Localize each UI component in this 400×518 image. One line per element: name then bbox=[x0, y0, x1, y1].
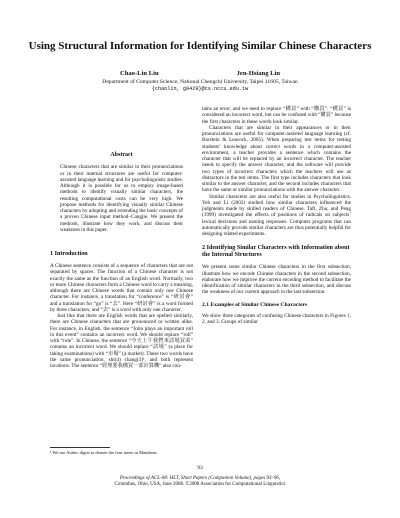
left-column bbox=[50, 106, 193, 369]
footnote-rule bbox=[50, 447, 110, 448]
paragraph: A Chinese sentence consists of a sequence of characters that are not separated by spaces. The function of a Chinese character is not exactly the same as the function of an English word. Normally, two or more Chinese characters form a Chinese word to carry a meaning, although there are Chinese words that contain only one Chinese character. For instance, a translation for “conference” is “研討會” and a translation for “go” is “去”. Here “研討會” is a word formed by three characters, and “去” is a word with only one character. bbox=[50, 263, 193, 313]
affiliation: Department of Computer Science, National Chengchi University, Taipei 11605, Taiwan bbox=[102, 79, 298, 85]
footnote: ¹ We use Arabic digits to denote the four tones in Mandarin. bbox=[50, 450, 158, 455]
author-names bbox=[30, 70, 370, 78]
right-column bbox=[202, 106, 351, 325]
proceedings-line: Columbus, Ohio, USA, June 2008. ©2008 Association for Computational Linguistics bbox=[114, 482, 286, 487]
section-heading: 1 Introduction bbox=[50, 251, 88, 257]
page-number: 93 bbox=[197, 465, 203, 471]
paper-title: Using Structural Information for Identifying Similar Chinese Characters bbox=[28, 40, 372, 52]
author-name: Jen-Hsiang Lin bbox=[236, 70, 281, 77]
paragraph: We present some similar Chinese characters in the first subsection, illustrate how we encode Chinese characters in the second subsection, elaborate how we improve the current encoding method to facilitate the identification of similar characters in the third subsection, and discuss the weakness of our current approach in the last subsection. bbox=[202, 264, 351, 296]
abstract-text: Chinese characters that are similar in their pronunciations or in their internal structures are useful for computer-assisted language learning and for psycholinguistic studies. Although it is possible for us to employ image-based methods to identify visually similar characters, the resulting computational costs can be very high. We propose methods for identifying visually similar Chinese characters by adopting and extending the basic concepts of a proven Chinese input method–Cangjie. We present the methods, illustrate how they work, and discuss their weakness in this paper. bbox=[60, 164, 183, 233]
section-heading: 2 Identifying Similar Characters with Information about the Internal Structures bbox=[202, 245, 350, 259]
paragraph: tains an error, and we need to replace “構買” with “購買”. “構買” is considered an incorrect word, but can be confused with “購買” because the first characters in these words look similar. bbox=[202, 106, 351, 125]
paragraph: Similar characters are also useful for studies in Psycholinguistics. Yeh and Li (2002) studied how similar characters influenced the judgments made by skilled readers of Chinese. Taft, Zhu, and Peng (1999) investigated the effects of positions of radicals on subjects’ lexical decisions and naming responses. Computer programs that can automatically provide similar characters are thus potentially helpful for designing related experiments. bbox=[202, 193, 351, 237]
subsection-heading: 2.1 Examples of Similar Chinese Characters bbox=[202, 301, 308, 308]
abstract-heading: Abstract bbox=[110, 152, 133, 158]
author-emails: {chaolin, g9429}@cs.nccu.edu.tw bbox=[151, 86, 249, 92]
paragraph: Characters that are similar in their appearances or in their pronunciations are useful for computer-assisted language learning (cf. Burstein & Leacock, 2005). When preparing test items for testing students’ knowledge about correct words in a computer-assisted environment, a teacher provides a sentence which contains the character that will be replaced by an incorrect character. The teacher needs to specify the answer character, and the software will provide two types of incorrect characters which the teachers will use as distractors in the test items. The first type includes characters that look similar to the answer character, and the second includes characters that have the same or similar pronunciations with the answer character. bbox=[202, 124, 351, 194]
paragraph: Just like that there are English words that are spelled similarly, there are Chinese characters that are pronounced or written alike. For instance, in English, the sentence “John plays an important roll in this event” contains an incorrect word. We should replace “roll” with “role”. In Chinese, the sentence “今天上午我們來試場買菜” contains an incorrect word. We should replace “試場” (a place for taking examinations) with “市場” (a market). These two words have the same pronunciation, shi(4) chang(3)¹, and both represent locations. The sentence “經理要我構買一部計算機” also con- bbox=[50, 313, 193, 369]
proceedings-footer bbox=[20, 476, 380, 488]
author-name: Chao-Lin Liu bbox=[119, 70, 159, 77]
paragraph: We show three categories of confusing Chinese characters in Figures 1, 2, and 3. Groups of similar bbox=[202, 312, 351, 325]
author-block bbox=[30, 70, 370, 93]
proceedings-line: Proceedings of ACL-08: HLT, Short Papers (Companion Volume), pages 93–96, bbox=[119, 476, 281, 481]
